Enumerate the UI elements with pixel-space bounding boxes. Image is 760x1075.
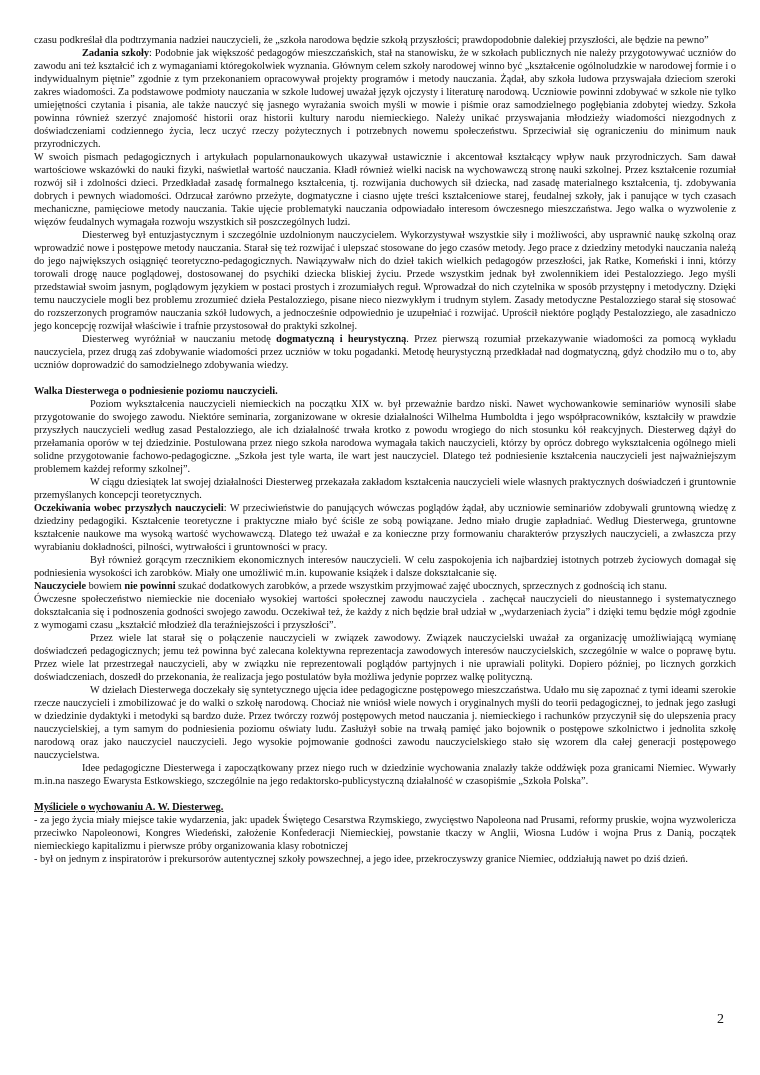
nauczyciele-text-d: szukać dodatkowych zarobków, a przede wszystkim przyjmować zajęć ubocznych, sprzecznych z godnością ich stanu.: [175, 581, 667, 592]
document-page: [34, 34, 736, 866]
nauczyciele-bold: Nauczyciele: [34, 581, 87, 592]
paragraph-nauki-przyrodnicze: W swoich pismach pedagogicznych i artykułach popularnonaukowych ukazywał ustawicznie i akcentował kształcący wpływ nauk przyrodniczych. Sam dawał wartościowe wskazówki do nauki fizyki, naświetlał wartość nauczania. Kładł również wielki nacisk na wychowawczą stronę nauki szkolnej. Przez kształcenie rozumiał rozwój sił i zdolności dzieci. Przedkładał zasadę formalnego kształcenia, tj. rozwijania duchowych sił dziecka, nad zasadę materialnego kształcenia, tj. zdobywania dobrych i pewnych wiadomości. Odrzucał zarówno przeżyte, dogmatyczne i ciasno ujęte treści kształceniowe starej, feudalnej szkoły, jak i panujące w tych czasach mechaniczne, pamięciowe metody nauczania. Takie ujęcie problematyki nauczania odpowiadało interesom ówczesnego mieszczaństwa. Jego walka o wyzwolenie z więzów feudalnych wymagała rozwoju wszystkich sił poszczególnych ludzi.: [34, 152, 736, 228]
paragraph-nauczyciele-zarobki: [34, 580, 736, 593]
section-heading-mysliciele: Myśliciele o wychowaniu A. W. Diesterweg.: [34, 802, 224, 813]
metody-text-a: Diesterweg wyróżniał w nauczaniu metodę: [82, 334, 277, 345]
paragraph-dzialalnosc: W ciągu dziesiątek lat swojej działalności Diesterweg przekazała zakładom kształcenia nauczycieli wiele własnych praktycznych doświadczeń i gruntownie przemyślanych koncepcji teoretycznych.: [34, 477, 736, 501]
nauczyciele-text-b: bowiem: [86, 581, 125, 592]
oczekiwania-label: Oczekiwania wobec przyszłych nauczycieli: [34, 503, 224, 514]
paragraph-oddzwiek: Idee pedagogiczne Diesterwega i zapoczątkowany przez niego ruch w dziedzinie wychowania znalazły także oddźwięk poza granicami Niemiec. Wywarły m.in.na naszego Ewarysta Estkowskiego, szczególnie na jego redaktorsko-publicystyczną działalność w czasopiśmie „Szkoła Polska”.: [34, 763, 736, 787]
paragraph-oczekiwania: [34, 502, 736, 554]
paragraph-synteza: W dziełach Diesterwega doczekały się syntetycznego ujęcia idee pedagogiczne postępowego mieszczaństwa. Udało mu się zapoznać z tymi ideami szerokie rzecze nauczycieli i zmobilizować je do walki o szkołę narodową. Chociaż nie wniósł wiele nowych i oryginalnych myśli do teorii pedagogicznej, to jednak jego zasługi w dziedzinie dydaktyki i metodyki są bardzo duże. Przez twórczy rozwój postępowych metod nauczania j. niemieckiego i rachunków przyczynił się do ulepszenia pracy nauczycielskiej, a tym samym do podniesienia poziomu oświaty ludu. Zasłużył sobie na trwałą pamięć jako bojownik o postępowe szkolnictwo i jednolita szkołę narodową oraz jako nauczyciel nauczycieli. Jego wysokie pojmowanie godności zawodu nauczycielskiego stało się wzorem dla całej generacji postępowego nauczycielstwa.: [34, 685, 736, 761]
paragraph-zadania-szkoly: [34, 47, 736, 151]
zadania-szkoly-label: Zadania szkoły: [82, 48, 149, 59]
section-heading-walka: Walka Diesterwega o podniesienie poziomu nauczycieli.: [34, 386, 278, 397]
metody-text-c: . Przez pierwszą rozumiał przekazywanie wiadomości za pomocą wykładu nauczyciela, przez drugą zaś zdobywanie wiadomości przez uczniów w toku pogadanki. Metodę heurystyczną przedkładał nad dogmatyczną, gdyż chodziło mu o to, aby uczniów doprowadzić do samodzielnego zdobywania wiedzy.: [34, 334, 736, 371]
nie-powinni-bold: nie powinni: [124, 581, 176, 592]
bullet-item-inspirator: - był on jednym z inspiratorów i prekursorów autentycznej szkoły powszechnej, a jego idee, przekroczyswzy granice Niemiec, oddziałują nawet po dziś dzień.: [34, 854, 688, 865]
bullet-item-wydarzenia: - za jego życia miały miejsce takie wydarzenia, jak: upadek Świętego Cesarstwa Rzymskiego, zwycięstwo Napoleona nad Prusami, reformy pruskie, wojna wyzwolericza przeciwko Napoleonowi, Kongres Wiedeński, założenie Konfederacji Niemieckiej, powstanie tkaczy w Anglii, Wiosna Ludów i wojna Prus z Danią, początek niemieckiego kapitalizmu i pierwsze próby organizowania klasy robotniczej: [34, 815, 736, 852]
page-number: 2: [717, 1012, 724, 1027]
zadania-szkoly-text: : Podobnie jak większość pedagogów mieszczańskich, stał na stanowisku, że w szkołach publicznych nie należy przygotowywać uczniów do zawodu ani też kształcić ich z wymaganiami któregokolwiek wyznania. Głównym celem szkoły narodowej winno być „kształcenie ogólnoludzkie w narodowej formie i o indywidualnym piętnie” zgodnie z tym przekonaniem opracowywał projekty programów i metody nauczania. Żądał, aby szkoła ludowa przyswajała dzieciom szeroki zakres wiadomości. Za podstawowe podmioty nauczania w szkole ludowej uważał język ojczysty i literaturę narodową. Uczniowie powinni zdobywać w szkole nie tylko umiejętności czytania i pisania, ale także nauczyć się jasnego wyrażania swoich myśli w mowie i piśmie oraz samodzielnego pogłębiania zdobytej wiedzy. Szkoła powinna również szerzyć znajomość historii oraz historii kultury narodu niemieckiego. Należy unikać przyswajania młodzieży wiadomości niezgodnych z doświadczeniami codziennego życia, lecz uczyć rzeczy pożytecznych i potrzebnych nowemu społeczeństwu. Sprzeciwiał się ograniczeniu do minimum nauk przyrodniczych.: [34, 48, 736, 150]
metody-bold: dogmatyczną i heurystyczną: [276, 334, 407, 345]
paragraph-intro: czasu podkreślał dla podtrzymania nadziei nauczycieli, że „szkoła narodowa będzie szkołą przyszłości; prawdopodobnie dalekiej przyszłości, ale będzie na pewno”: [34, 35, 709, 46]
paragraph-zwiazek-zawodowy: Przez wiele lat starał się o połączenie nauczycieli w związek zawodowy. Związek nauczycielski uważał za organizację umożliwiającą wymianę doświadczeń pedagogicznych; jemu też powinna być zalecana kolektywna reprezentacja zawodowych interesów nauczycielskich, szczególnie w walce o poprawę bytu. Przez wiele lat przestrzegał nauczycieli, aby w związku nie reprezentowali poglądów partyjnych i nie uprawiali polityki. Dopiero później, po licznych gorzkich doświadczeniach, doszedł do przekonania, że realizacja jego postulatów była możliwa jedynie poprzez walkę polityczną.: [34, 633, 736, 683]
paragraph-metody-nauczania: [34, 333, 736, 372]
paragraph-poziom-wyksztalcenia: Poziom wykształcenia nauczycieli niemieckich na początku XIX w. był przeważnie bardzo niski. Nawet wychowankowie seminariów wynosili słabe przygotowanie do swojego zawodu. Niektóre seminaria, zorganizowane w okresie działalności Wilhelma Humboldta i jego współpracowników, kształciły w prawdzie przyszłych nauczycieli według zasad Pestalozziego, ale ich działalność trwała krotko z powodu wrogiego do nich stosunku kół reakcyjnych. Diesterweg dążył do przełamania oporów w tej dziedzinie. Postulowana przez niego szkoła narodowa wymagała takich nauczycieli, którzy by oprócz dobrego wykształcenia ogólnego mieli solidne przygotowanie fachowo-pedagogiczne. „Szkoła jest tyle warta, ile wart jest nauczyciel. Dlatego też podniesienie kształcenia nauczycieli jest najważniejszym problemem każdej reformy szkolnej”.: [34, 399, 736, 475]
paragraph-spoleczenstwo: Ówczesne społeczeństwo niemieckie nie doceniało wysokiej wartości społecznej zawodu nauczyciela . zachęcał nauczycieli do nieustannego i systematycznego dokształcania się i podnoszenia godności swojego zawodu. Oczekiwał też, że każdy z nich będzie brał udział w „wydarzeniach życia” i dzięki temu będzie mógł zgodnie z wymogami czasu „kształcić młodzież dla teraźniejszości i przyszłości”.: [34, 594, 736, 631]
oczekiwania-text: : W przeciwieństwie do panujących wówczas poglądów żądał, aby uczniowie seminariów zdobywali gruntowną wiedzę z dziedziny pedagogiki. Kształcenie teoretyczne i praktyczne miało być ściśle ze sobą powiązane. Jedno miało drugie zapładniać. Według Diesterwega, gruntowne kształcenie naukowe ma wysoką wartość wychowawczą. Dlatego też uważał e za konieczne przy formowaniu charakterów przyszłych nauczycieli, a zwłaszcza przy wyrabianiu dokładności, pilności, wytrwałości i gruntowności w pracy.: [34, 503, 736, 553]
paragraph-interesy-ekonomiczne: Był również gorącym rzecznikiem ekonomicznych interesów nauczycieli. W celu zaspokojenia ich najbardziej istotnych potrzeb życiowych domagał się podniesienia wysokości ich zarobków. Miały one umożliwić m.in. kupowanie książek i dalsze dokształcanie się.: [34, 555, 736, 579]
paragraph-metodyka: Diesterweg był entuzjastycznym i szczególnie uzdolnionym nauczycielem. Wykorzystywał wszystkie siły i możliwości, aby usprawnić naukę szkolną oraz wprowadzić nowe i postępowe metody nauczania. Starał się też rozwijać i ulepszać stosowane do jego czasów metody. Jego prace z dziedziny metodyki nauczania należą do jego największych osiągnięć teoretyczno-pedagogicznych. Nawiązywałw nich do dzieł takich wielkich pedagogów przeszłości, jak Ratke, Komeński i inni, którzy torowali drogę nauce poglądowej, dostosowanej do psychiki dziecka bliskiej życiu. Przede wszystkim jednak był zwolennikiem idei Pestalozziego. Jego myśli przedstawiał swoim jasnym, poglądowym językiem w postaci prostych i zrozumiałych reguł. Wprowadzał do nich czytelnika w sposób przystępny i metodyczny. Dzięki temu nauczyciele mogli bez problemu zrozumieć dzieła Pestalozziego, pisane nieco niezwykłym i trudnym stylem. Zasady metodyczne Pestalozziego starał się stosować do rozszerzonych programów nauczania szkół ludowych, a jednocześnie odpowiednio je uzupełniać i rozwijać. Uprościł niektóre poglądy Pestalozziego, ale zasadniczo jego koncepcję rozwijał właściwie i trafnie przystosował do praktyki szkolnej.: [34, 230, 736, 332]
bullet-list: [34, 814, 736, 866]
